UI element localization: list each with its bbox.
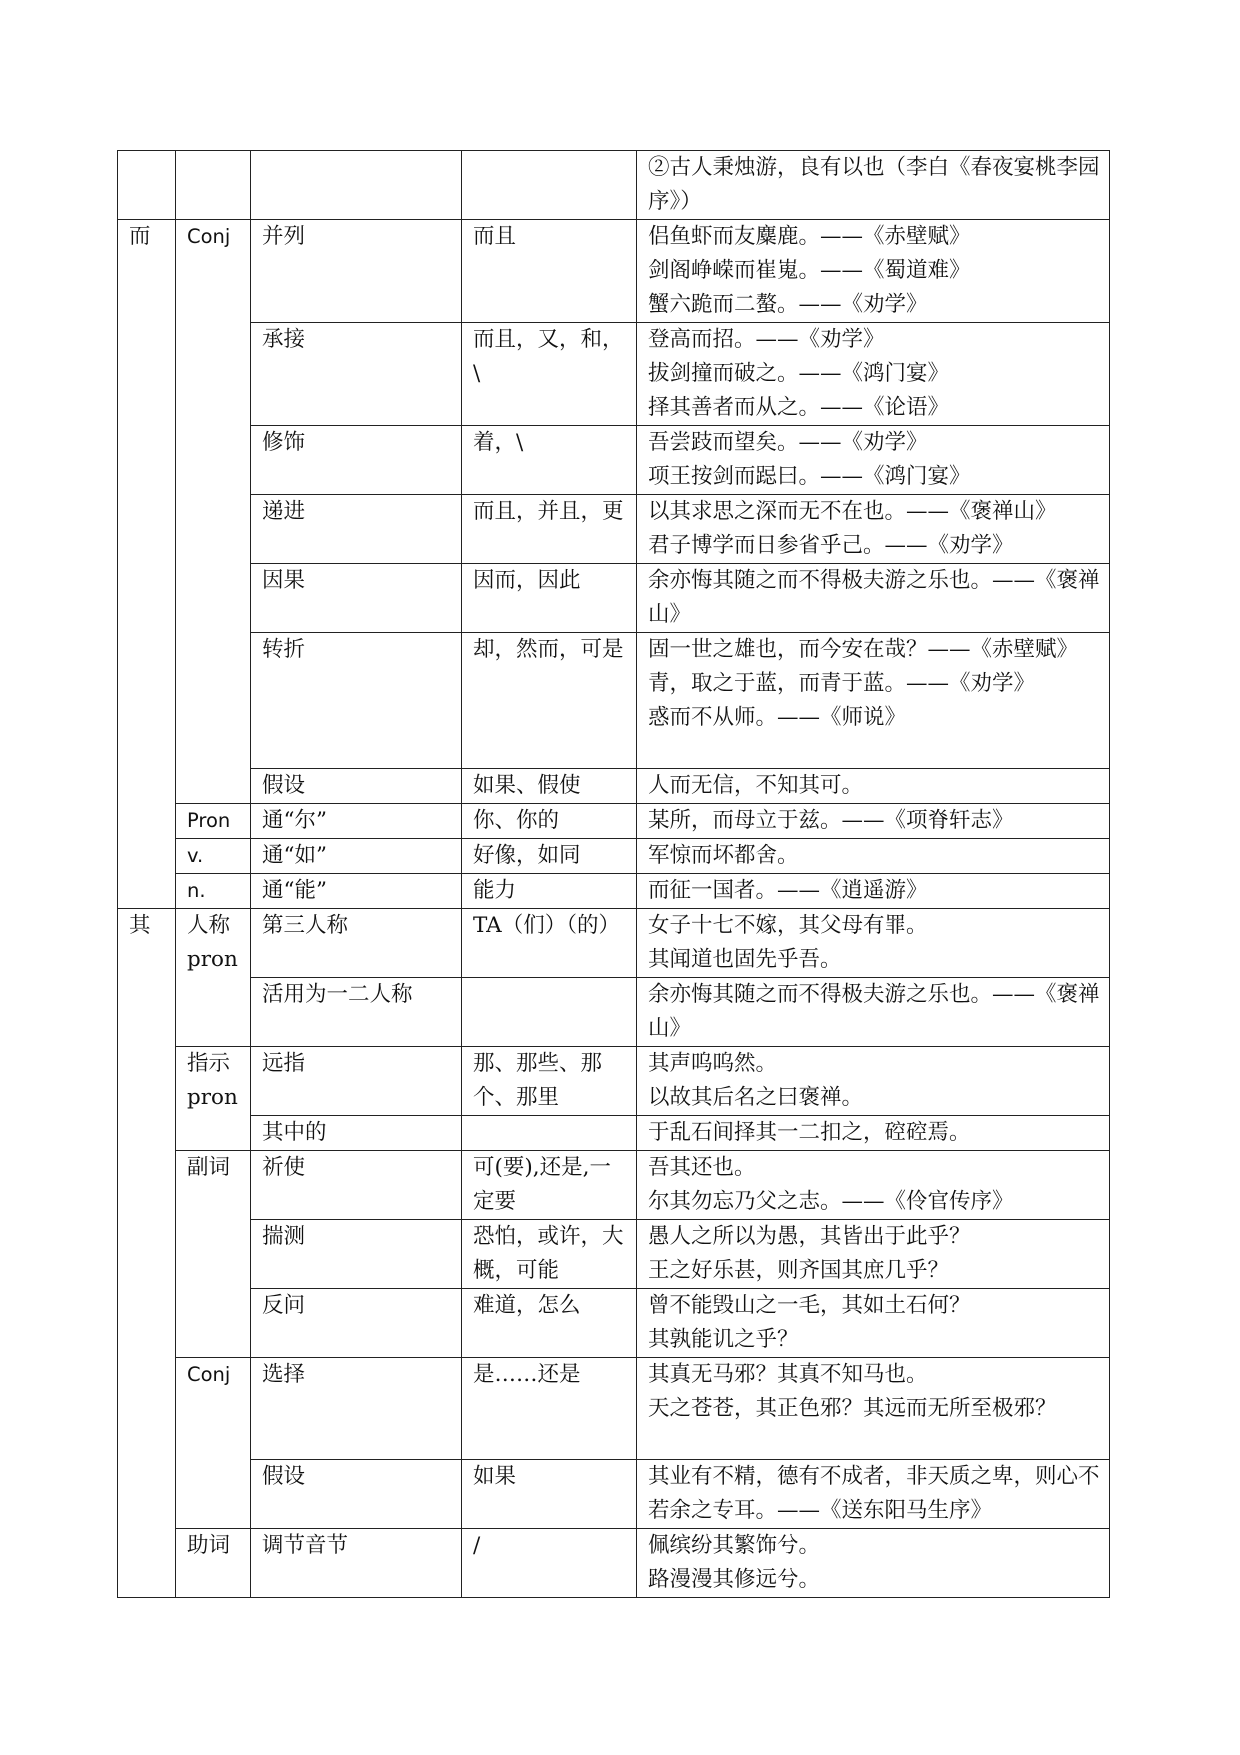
table-row <box>118 323 1110 426</box>
table-row <box>118 1289 1110 1358</box>
examples-cell: 愚人之所以为愚，其皆出于此乎？ 王之好乐甚，则齐国其庶几乎？ <box>637 1220 1110 1289</box>
meaning-cell: 而且 <box>462 220 637 323</box>
usage-cell: 通“如” <box>251 839 462 874</box>
usage-cell: 并列 <box>251 220 462 323</box>
usage-cell: 递进 <box>251 495 462 564</box>
meaning-cell: 能力 <box>462 874 637 909</box>
meaning-cell: 你、你的 <box>462 804 637 839</box>
usage-cell: 假设 <box>251 769 462 804</box>
table-row <box>118 1460 1110 1529</box>
examples-cell: 其声呜呜然。 以故其后名之曰褒禅。 <box>637 1047 1110 1116</box>
examples-cell: 佩缤纷其繁饰兮。 路漫漫其修远兮。 <box>637 1529 1110 1598</box>
meaning-cell: TA（们）（的） <box>462 909 637 978</box>
meaning-cell <box>462 978 637 1047</box>
usage-cell: 远指 <box>251 1047 462 1116</box>
pos-cell: 人称 pron <box>176 909 251 1047</box>
meaning-cell: 而且，并且，更 <box>462 495 637 564</box>
table-row <box>118 839 1110 874</box>
usage-cell: 其中的 <box>251 1116 462 1151</box>
usage-cell <box>251 151 462 220</box>
usage-cell: 第三人称 <box>251 909 462 978</box>
usage-cell: 活用为一二人称 <box>251 978 462 1047</box>
char-cell: 其 <box>118 909 176 1598</box>
examples-cell: 而征一国者。——《逍遥游》 <box>637 874 1110 909</box>
meaning-cell: 好像，如同 <box>462 839 637 874</box>
char-cell: 而 <box>118 220 176 909</box>
pos-cell: 副词 <box>176 1151 251 1358</box>
examples-cell: 人而无信，不知其可。 <box>637 769 1110 804</box>
table-row <box>118 426 1110 495</box>
meaning-cell: 可(要),还是,一定要 <box>462 1151 637 1220</box>
table-row <box>118 495 1110 564</box>
examples-cell: 其业有不精，德有不成者，非天质之卑，则心不若余之专耳。——《送东阳马生序》 <box>637 1460 1110 1529</box>
table-row <box>118 220 1110 323</box>
meaning-cell: 如果、假使 <box>462 769 637 804</box>
examples-cell: 女子十七不嫁，其父母有罪。 其闻道也固先乎吾。 <box>637 909 1110 978</box>
examples-cell: ②古人秉烛游，良有以也（李白《春夜宴桃李园序》） <box>637 151 1110 220</box>
examples-cell: 其真无马邪？其真不知马也。 天之苍苍，其正色邪？其远而无所至极邪？ <box>637 1358 1110 1460</box>
pos-cell: Pron <box>176 804 251 839</box>
usage-cell: 转折 <box>251 633 462 769</box>
meaning-cell: 恐怕，或许，大概，可能 <box>462 1220 637 1289</box>
table-row <box>118 769 1110 804</box>
meaning-cell: 却，然而，可是 <box>462 633 637 769</box>
table-row <box>118 1047 1110 1116</box>
meaning-cell <box>462 151 637 220</box>
pos-cell: 助词 <box>176 1529 251 1598</box>
meaning-cell: 而且，又，和，\ <box>462 323 637 426</box>
examples-cell: 余亦悔其随之而不得极夫游之乐也。——《褒禅山》 <box>637 978 1110 1047</box>
pos-cell: n. <box>176 874 251 909</box>
examples-cell: 于乱石间择其一二扣之，硿硿焉。 <box>637 1116 1110 1151</box>
usage-cell: 修饰 <box>251 426 462 495</box>
pos-cell: Conj <box>176 220 251 804</box>
table-row <box>118 978 1110 1047</box>
table-row <box>118 1151 1110 1220</box>
table-row <box>118 909 1110 978</box>
usage-cell: 通“尔” <box>251 804 462 839</box>
usage-cell: 承接 <box>251 323 462 426</box>
table-row <box>118 874 1110 909</box>
usage-cell: 假设 <box>251 1460 462 1529</box>
examples-cell: 军惊而坏都舍。 <box>637 839 1110 874</box>
table-row <box>118 564 1110 633</box>
pos-cell: Conj <box>176 1358 251 1529</box>
usage-cell: 祈使 <box>251 1151 462 1220</box>
table-row <box>118 1220 1110 1289</box>
examples-cell: 固一世之雄也，而今安在哉？——《赤壁赋》 青，取之于蓝，而青于蓝。——《劝学》 惑而不从师。——《师说》 <box>637 633 1110 769</box>
examples-cell: 侣鱼虾而友麋鹿。——《赤壁赋》 剑阁峥嵘而崔嵬。——《蜀道难》 蟹六跪而二螯。——《劝学》 <box>637 220 1110 323</box>
pos-cell: v. <box>176 839 251 874</box>
examples-cell: 以其求思之深而无不在也。——《褒禅山》 君子博学而日参省乎己。——《劝学》 <box>637 495 1110 564</box>
examples-cell: 余亦悔其随之而不得极夫游之乐也。——《褒禅山》 <box>637 564 1110 633</box>
meaning-cell <box>462 1116 637 1151</box>
table-row <box>118 1358 1110 1460</box>
meaning-cell: 因而，因此 <box>462 564 637 633</box>
meaning-cell: 那、那些、那个、那里 <box>462 1047 637 1116</box>
usage-cell: 反问 <box>251 1289 462 1358</box>
pos-cell: 指示 pron <box>176 1047 251 1151</box>
table-row <box>118 804 1110 839</box>
meaning-cell: 着，\ <box>462 426 637 495</box>
meaning-cell: 难道，怎么 <box>462 1289 637 1358</box>
grammar-table <box>117 150 1110 1598</box>
table-row <box>118 1116 1110 1151</box>
examples-cell: 登高而招。——《劝学》 拔剑撞而破之。——《鸿门宴》 择其善者而从之。——《论语》 <box>637 323 1110 426</box>
table-row <box>118 1529 1110 1598</box>
usage-cell: 通“能” <box>251 874 462 909</box>
meaning-cell: 是……还是 <box>462 1358 637 1460</box>
meaning-cell: / <box>462 1529 637 1598</box>
meaning-cell: 如果 <box>462 1460 637 1529</box>
examples-cell: 某所，而母立于兹。——《项脊轩志》 <box>637 804 1110 839</box>
table-row <box>118 151 1110 220</box>
usage-cell: 因果 <box>251 564 462 633</box>
pos-cell <box>176 151 251 220</box>
examples-cell: 吾尝跂而望矣。——《劝学》 项王按剑而跽曰。——《鸿门宴》 <box>637 426 1110 495</box>
usage-cell: 调节音节 <box>251 1529 462 1598</box>
table-row <box>118 633 1110 769</box>
usage-cell: 选择 <box>251 1358 462 1460</box>
usage-cell: 揣测 <box>251 1220 462 1289</box>
examples-cell: 吾其还也。 尔其勿忘乃父之志。——《伶官传序》 <box>637 1151 1110 1220</box>
char-cell <box>118 151 176 220</box>
examples-cell: 曾不能毁山之一毛，其如土石何？ 其孰能讥之乎？ <box>637 1289 1110 1358</box>
